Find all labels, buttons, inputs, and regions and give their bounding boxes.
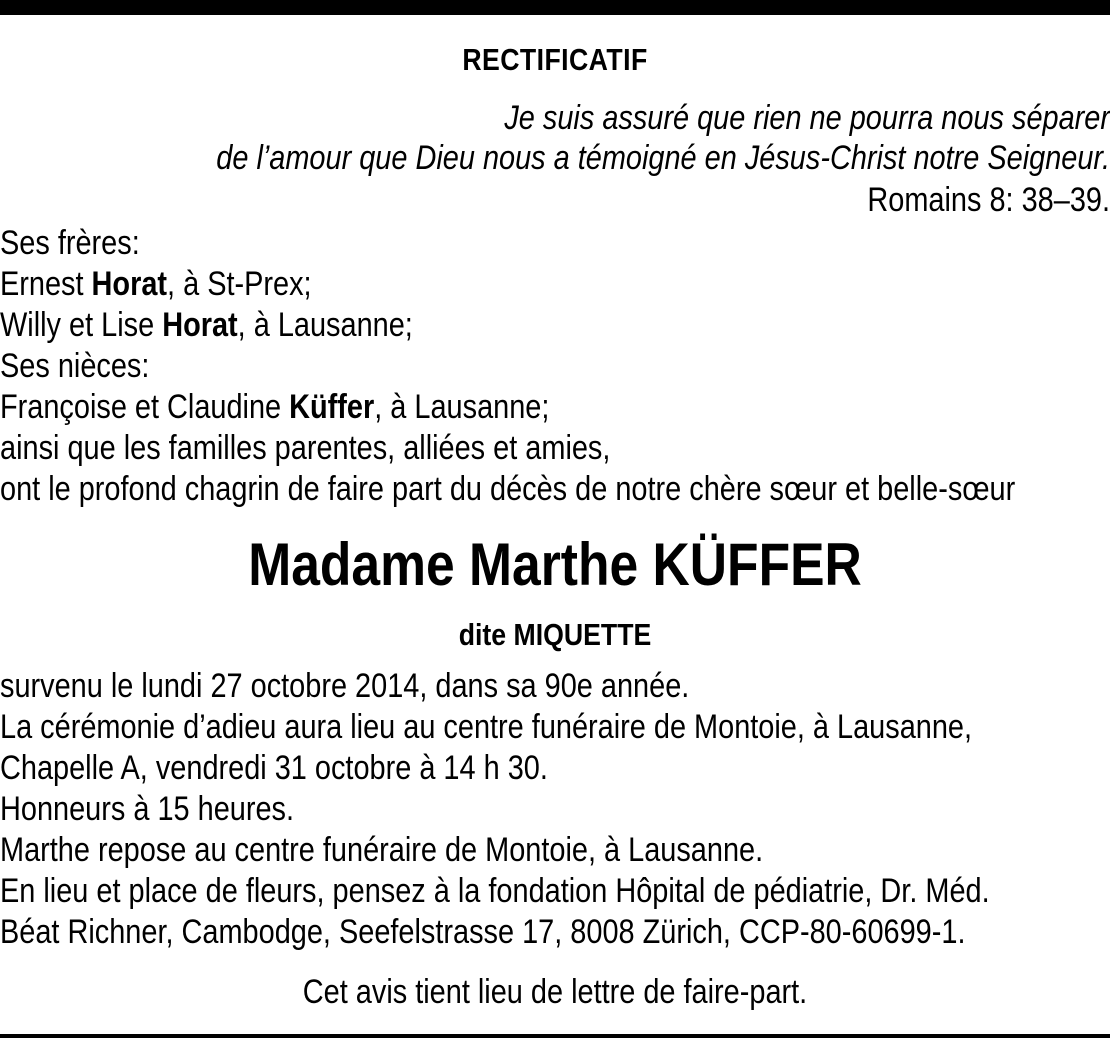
verse-line-1: Je suis assuré que rien ne pourra nous séparer — [504, 99, 1110, 137]
bible-verse — [167, 98, 1110, 178]
surname: Horat — [91, 265, 168, 303]
bottom-border-rule — [0, 1034, 1110, 1038]
announcement-line: ont le profond chagrin de faire part du décès de notre chère sœur et belle-sœur — [0, 470, 1016, 508]
detail-line: En lieu et place de fleurs, pensez à la fondation Hôpital de pédiatrie, Dr. Méd. — [0, 872, 990, 910]
nieces-heading: Ses nièces: — [0, 347, 150, 385]
notice-header: RECTIFICATIF — [462, 42, 648, 77]
detail-line: La cérémonie d’adieu aura lieu au centre funéraire de Montoie, à Lausanne, — [0, 708, 973, 746]
ceremony-details — [0, 666, 1105, 953]
relatives-line: ainsi que les familles parentes, alliées et amies, — [0, 429, 611, 467]
deceased-nickname: dite MIQUETTE — [458, 617, 652, 652]
detail-line: survenu le lundi 27 octobre 2014, dans sa 90e année. — [0, 667, 690, 705]
detail-line: Chapelle A, vendredi 31 octobre à 14 h 30. — [0, 749, 548, 787]
top-border-rule — [0, 0, 1110, 15]
family-member-brother-2: Willy et Lise Horat, à Lausanne; — [0, 306, 413, 344]
detail-line: Béat Richner, Cambodge, Seefelstrasse 17, 8008 Zürich, CCP-80-60699-1. — [0, 913, 966, 951]
verse-reference: Romains 8: 38–39. — [867, 181, 1110, 219]
deceased-name: Madame Marthe KÜFFER — [248, 531, 862, 598]
brothers-heading: Ses frères: — [0, 224, 140, 262]
closing-note: Cet avis tient lieu de lettre de faire-part. — [302, 973, 808, 1011]
detail-line: Honneurs à 15 heures. — [0, 790, 295, 828]
surname: Küffer — [289, 388, 375, 426]
verse-line-2: de l’amour que Dieu nous a témoigné en Jésus-Christ notre Seigneur. — [216, 139, 1110, 177]
family-member-brother-1: Ernest Horat, à St-Prex; — [0, 265, 312, 303]
family-list — [0, 223, 1105, 510]
surname: Horat — [162, 306, 238, 344]
family-member-nieces: Françoise et Claudine Küffer, à Lausanne; — [0, 388, 550, 426]
detail-line: Marthe repose au centre funéraire de Montoie, à Lausanne. — [0, 831, 764, 869]
